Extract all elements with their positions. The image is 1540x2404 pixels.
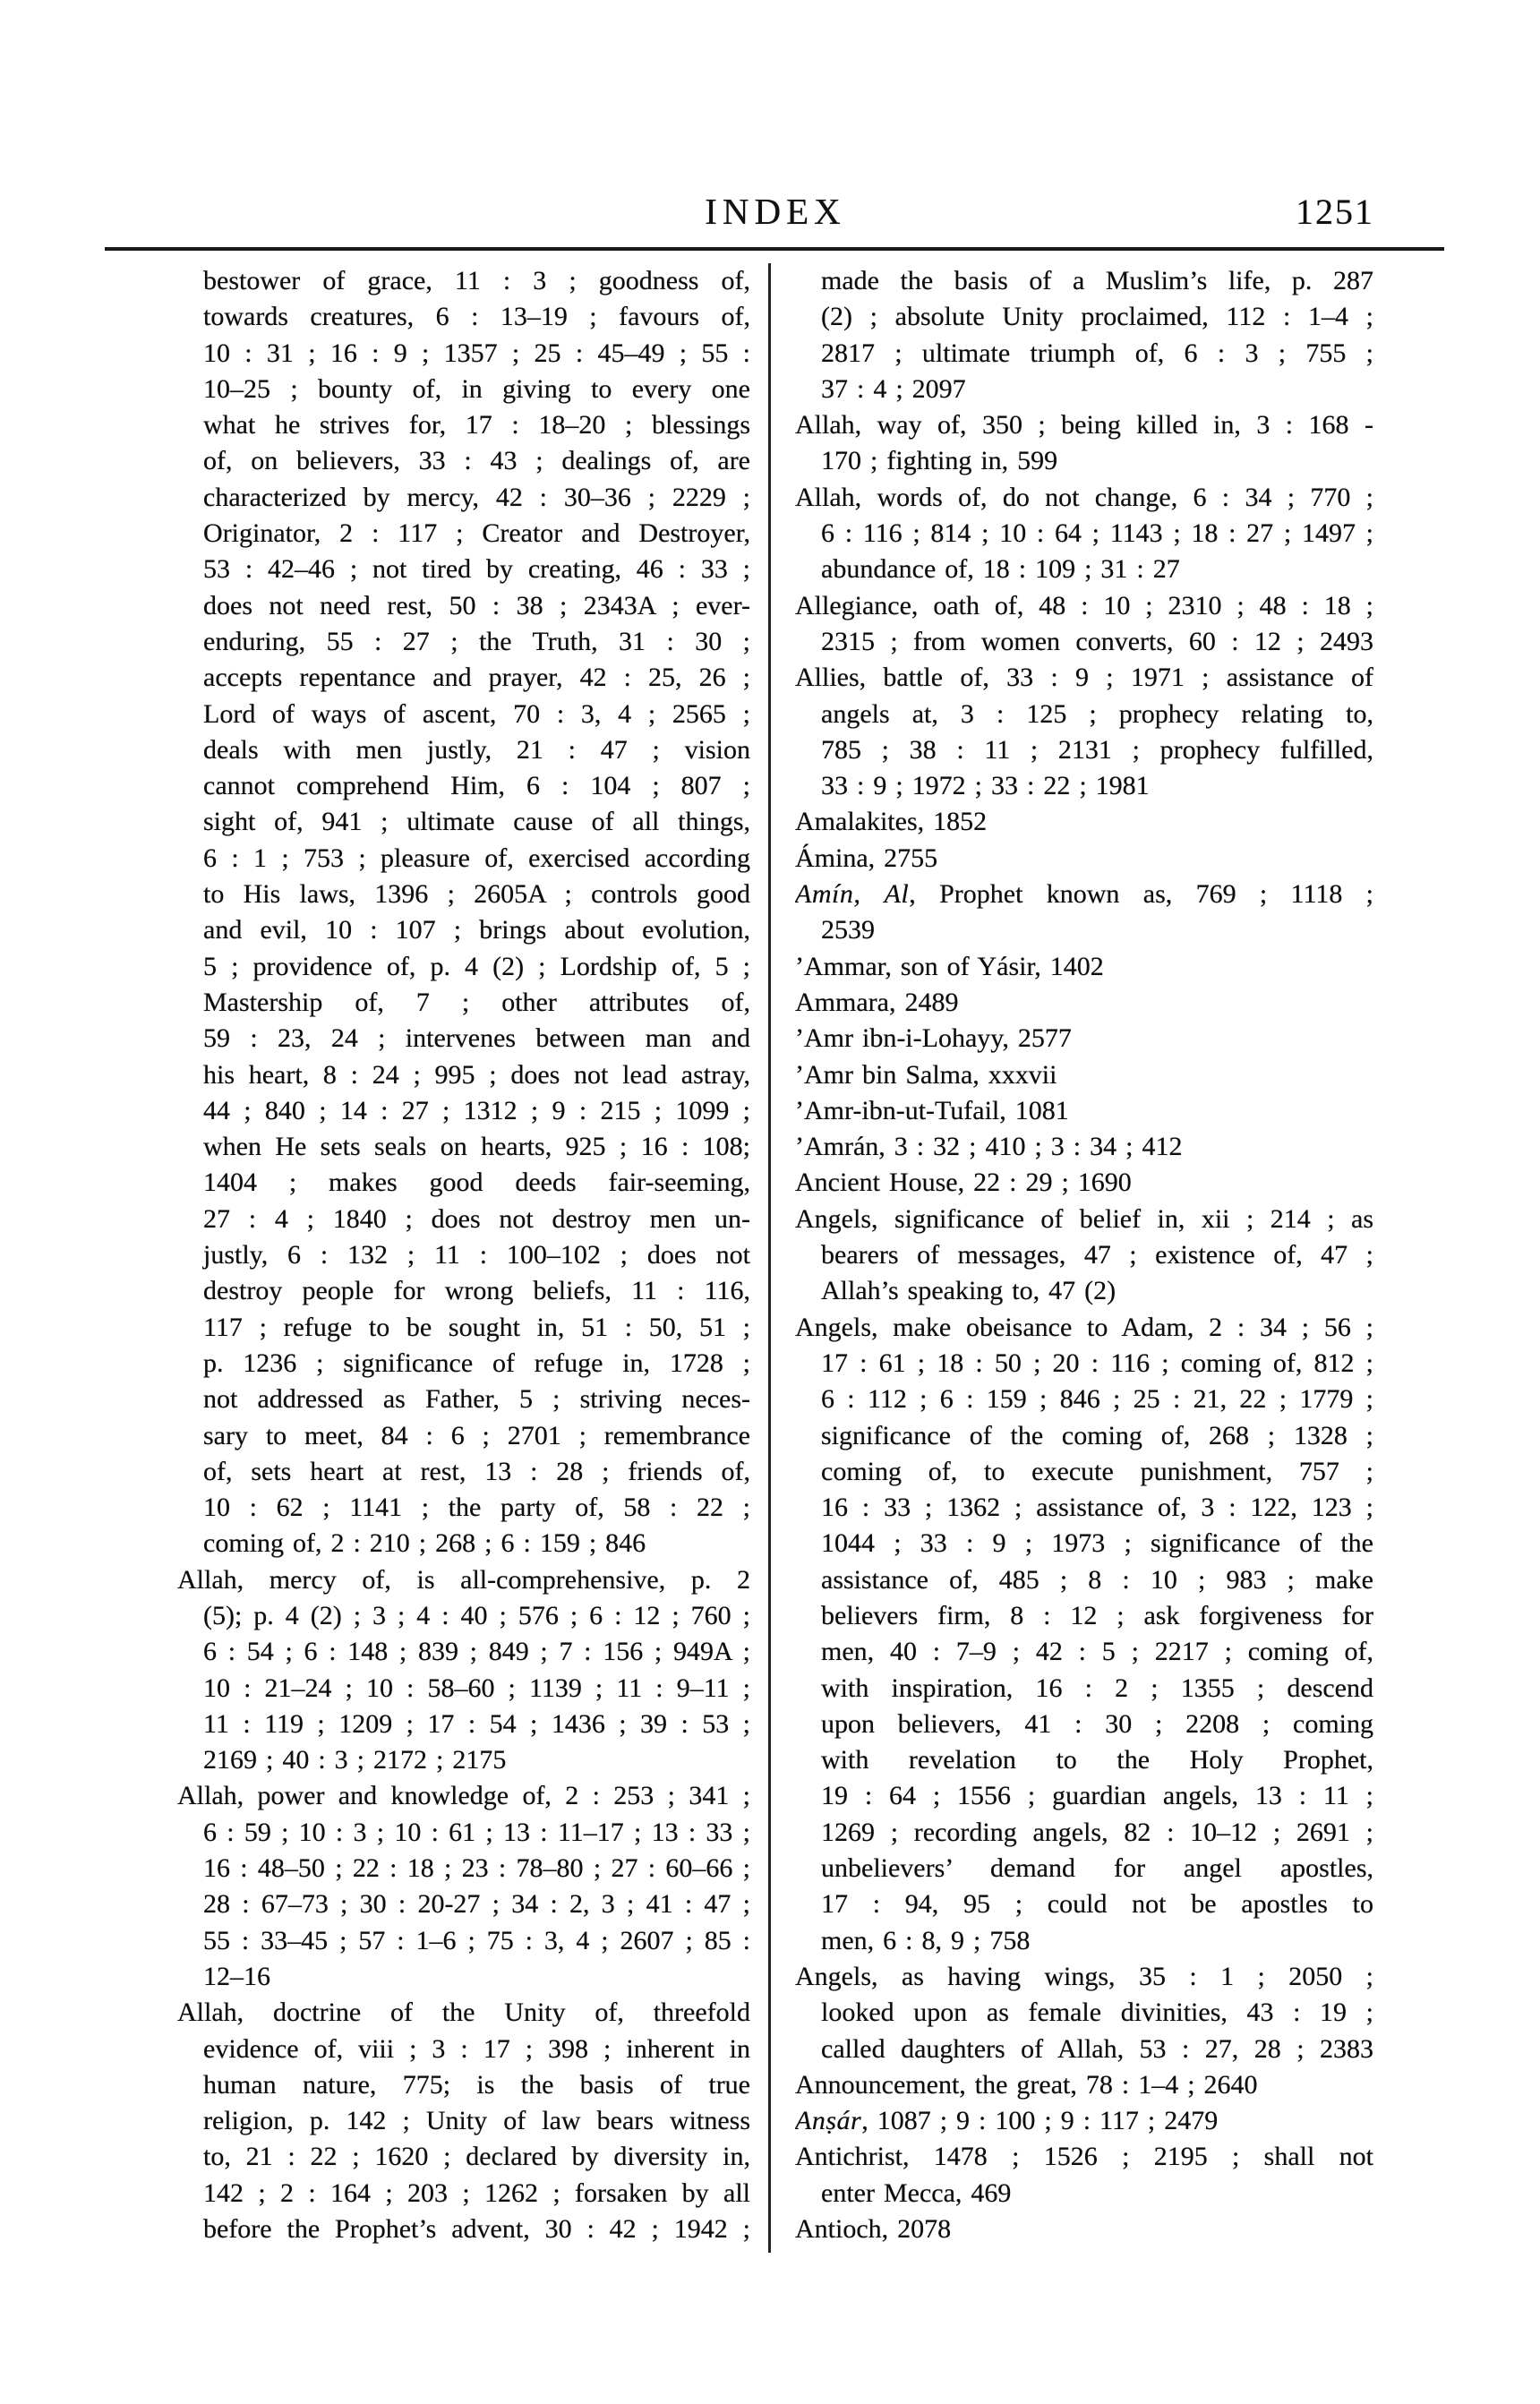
- index-line: 2817 ; ultimate triumph of, 6 : 3 ; 755 ;: [821, 338, 1373, 368]
- index-line: Allies, battle of, 33 : 9 ; 1971 ; assistance of: [795, 663, 1373, 693]
- index-line: and evil, 10 : 107 ; brings about evolution,: [203, 915, 750, 945]
- index-line: bestower of grace, 11 : 3 ; goodness of,: [203, 266, 750, 295]
- index-line: significance of the coming of, 268 ; 1328 ;: [821, 1420, 1373, 1450]
- index-line: Allah’s speaking to, 47 (2): [821, 1276, 1116, 1306]
- index-line: ’Amr-ibn-ut-Tufail, 1081: [795, 1095, 1069, 1125]
- index-line: Angels, make obeisance to Adam, 2 : 34 ; 56 ;: [795, 1312, 1373, 1342]
- index-line: Mastership of, 7 ; other attributes of,: [203, 987, 750, 1017]
- index-line: his heart, 8 : 24 ; 995 ; does not lead astray,: [203, 1059, 750, 1090]
- index-line: 19 : 64 ; 1556 ; guardian angels, 13 : 11 ;: [821, 1781, 1373, 1811]
- index-line: 27 : 4 ; 1840 ; does not destroy men un-: [203, 1203, 750, 1234]
- index-line: characterized by mercy, 42 : 30–36 ; 2229 ;: [203, 482, 750, 512]
- index-line: 6 : 59 ; 10 : 3 ; 10 : 61 ; 13 : 11–17 ; 13 : 33 ;: [203, 1817, 750, 1847]
- index-line: 142 ; 2 : 164 ; 203 ; 1262 ; forsaken by all: [203, 2177, 750, 2208]
- index-line: believers firm, 8 : 12 ; ask forgiveness for: [821, 1600, 1373, 1630]
- index-line: 170 ; fighting in, 599: [821, 446, 1058, 476]
- index-line: religion, p. 142 ; Unity of law bears witness: [203, 2106, 750, 2136]
- index-line: 2539: [821, 915, 875, 945]
- index-line: 10 : 31 ; 16 : 9 ; 1357 ; 25 : 45–49 ; 55 :: [203, 338, 750, 368]
- index-line: 6 : 1 ; 753 ; pleasure of, exercised according: [203, 843, 750, 873]
- index-line: of, sets heart at rest, 13 : 28 ; friends of,: [203, 1456, 750, 1486]
- index-line: 785 ; 38 : 11 ; 2131 ; prophecy fulfilled,: [821, 734, 1373, 765]
- index-line: Originator, 2 : 117 ; Creator and Destroyer,: [203, 518, 750, 549]
- index-line: coming of, 2 : 210 ; 268 ; 6 : 159 ; 846: [203, 1528, 646, 1559]
- index-line: Antichrist, 1478 ; 1526 ; 2195 ; shall not: [795, 2142, 1373, 2172]
- index-line: Allah, words of, do not change, 6 : 34 ; 770 ;: [795, 482, 1373, 512]
- index-line: 59 : 23, 24 ; intervenes between man and: [203, 1023, 750, 1054]
- index-line: p. 1236 ; significance of refuge in, 1728 ;: [203, 1347, 750, 1378]
- index-line: Allah, way of, 350 ; being killed in, 3 : 168 -: [795, 410, 1373, 441]
- index-line: Lord of ways of ascent, 70 : 3, 4 ; 2565 ;: [203, 698, 750, 729]
- index-line: when He sets seals on hearts, 925 ; 16 : 108;: [203, 1132, 750, 1162]
- index-line: unbelievers’ demand for angel apostles,: [821, 1853, 1373, 1884]
- index-line: Antioch, 2078: [795, 2214, 952, 2245]
- index-line: men, 6 : 8, 9 ; 758: [821, 1925, 1031, 1955]
- index-column-left: [177, 263, 750, 2247]
- index-line: 37 : 4 ; 2097: [821, 373, 966, 404]
- index-line: Amín, Al, Prophet known as, 769 ; 1118 ;: [795, 879, 1373, 910]
- index-line: towards creatures, 6 : 13–19 ; favours of,: [203, 302, 750, 332]
- index-line: enter Mecca, 469: [821, 2177, 1012, 2208]
- index-line: cannot comprehend Him, 6 : 104 ; 807 ;: [203, 771, 750, 801]
- index-line: does not need rest, 50 : 38 ; 2343A ; ever-: [203, 590, 750, 620]
- index-line: before the Prophet’s advent, 30 : 42 ; 1942 ;: [203, 2214, 750, 2245]
- header-rule: [105, 247, 1444, 251]
- index-line: 44 ; 840 ; 14 : 27 ; 1312 ; 9 : 215 ; 1099 ;: [203, 1095, 750, 1125]
- index-line: looked upon as female divinities, 43 : 19 ;: [821, 1998, 1373, 2028]
- page-title: INDEX: [705, 191, 846, 232]
- index-line: ’Amr bin Salma, xxxvii: [795, 1059, 1057, 1090]
- index-line: abundance of, 18 : 109 ; 31 : 27: [821, 554, 1180, 585]
- index-line: ’Amr ibn-i-Lohayy, 2577: [795, 1023, 1072, 1054]
- index-line: not addressed as Father, 5 ; striving neces-: [203, 1384, 750, 1415]
- index-line: of, on believers, 33 : 43 ; dealings of, are: [203, 446, 750, 476]
- index-column-right: [795, 263, 1373, 2247]
- index-line: with revelation to the Holy Prophet,: [821, 1745, 1373, 1775]
- index-entry-italic-headword: Amín, Al: [795, 879, 910, 910]
- index-line: 1404 ; makes good deeds fair-seeming,: [203, 1168, 750, 1198]
- index-line: angels at, 3 : 125 ; prophecy relating to,: [821, 698, 1373, 729]
- index-line: 12–16: [203, 1961, 270, 1991]
- index-line: sight of, 941 ; ultimate cause of all things,: [203, 807, 750, 837]
- index-line: bearers of messages, 47 ; existence of, 47 ;: [821, 1240, 1373, 1270]
- index-line: Anṣár, 1087 ; 9 : 100 ; 9 : 117 ; 2479: [795, 2106, 1219, 2136]
- index-line: 6 : 112 ; 6 : 159 ; 846 ; 25 : 21, 22 ; 1779 ;: [821, 1384, 1373, 1415]
- index-line: (2) ; absolute Unity proclaimed, 112 : 1–4 ;: [821, 302, 1373, 332]
- index-line: coming of, to execute punishment, 757 ;: [821, 1456, 1373, 1486]
- index-line: what he strives for, 17 : 18–20 ; blessings: [203, 410, 750, 441]
- index-line: Allah, doctrine of the Unity of, threefold: [177, 1998, 750, 2028]
- column-divider-rule: [768, 263, 771, 2253]
- index-line: 16 : 48–50 ; 22 : 18 ; 23 : 78–80 ; 27 : 60–66 ;: [203, 1853, 750, 1884]
- index-line: sary to meet, 84 : 6 ; 2701 ; remembrance: [203, 1420, 750, 1450]
- index-line: 2315 ; from women converts, 60 : 12 ; 2493: [821, 626, 1373, 656]
- index-line: 53 : 42–46 ; not tired by creating, 46 : 33 ;: [203, 554, 750, 585]
- index-line: 11 : 119 ; 1209 ; 17 : 54 ; 1436 ; 39 : 53 ;: [203, 1708, 750, 1739]
- index-line: Amalakites, 1852: [795, 807, 988, 837]
- index-line: Announcement, the great, 78 : 1–4 ; 2640: [795, 2069, 1258, 2100]
- index-line: 10–25 ; bounty of, in giving to every one: [203, 373, 750, 404]
- index-line: 1269 ; recording angels, 82 : 10–12 ; 2691 ;: [821, 1817, 1373, 1847]
- index-line: Allah, mercy of, is all-comprehensive, p. 2: [177, 1564, 750, 1595]
- index-line: ’Ammar, son of Yásir, 1402: [795, 951, 1104, 981]
- index-line: Allegiance, oath of, 48 : 10 ; 2310 ; 48 : 18 ;: [795, 590, 1373, 620]
- index-line: 10 : 21–24 ; 10 : 58–60 ; 1139 ; 11 : 9–11 ;: [203, 1673, 750, 1703]
- index-line: men, 40 : 7–9 ; 42 : 5 ; 2217 ; coming of,: [821, 1637, 1373, 1667]
- index-line: 2169 ; 40 : 3 ; 2172 ; 2175: [203, 1745, 507, 1775]
- index-line: to, 21 : 22 ; 1620 ; declared by diversity in,: [203, 2142, 750, 2172]
- index-line: 55 : 33–45 ; 57 : 1–6 ; 75 : 3, 4 ; 2607 ; 85 :: [203, 1925, 750, 1955]
- index-line: Angels, as having wings, 35 : 1 ; 2050 ;: [795, 1961, 1373, 1991]
- index-line: upon believers, 41 : 30 ; 2208 ; coming: [821, 1708, 1373, 1739]
- index-line: 1044 ; 33 : 9 ; 1973 ; significance of the: [821, 1528, 1373, 1559]
- index-line: 6 : 116 ; 814 ; 10 : 64 ; 1143 ; 18 : 27 ; 1497 ;: [821, 518, 1373, 549]
- index-line: 6 : 54 ; 6 : 148 ; 839 ; 849 ; 7 : 156 ; 949A ;: [203, 1637, 750, 1667]
- index-line: Ámina, 2755: [795, 843, 938, 873]
- index-line: ’Amrán, 3 : 32 ; 410 ; 3 : 34 ; 412: [795, 1132, 1183, 1162]
- index-line: Ancient House, 22 : 29 ; 1690: [795, 1168, 1132, 1198]
- index-entry-italic-headword: Anṣár: [795, 2106, 862, 2136]
- index-line: destroy people for wrong beliefs, 11 : 116,: [203, 1276, 750, 1306]
- index-line: deals with men justly, 21 : 47 ; vision: [203, 734, 750, 765]
- index-line: Angels, significance of belief in, xii ; 214 ; as: [795, 1203, 1373, 1234]
- index-line: 5 ; providence of, p. 4 (2) ; Lordship of, 5 ;: [203, 951, 750, 981]
- index-line: to His laws, 1396 ; 2605A ; controls good: [203, 879, 750, 910]
- index-line: 17 : 61 ; 18 : 50 ; 20 : 116 ; coming of, 812 ;: [821, 1347, 1373, 1378]
- index-line: 17 : 94, 95 ; could not be apostles to: [821, 1889, 1373, 1920]
- index-line: with inspiration, 16 : 2 ; 1355 ; descend: [821, 1673, 1373, 1703]
- index-line: evidence of, viii ; 3 : 17 ; 398 ; inherent in: [203, 2033, 750, 2064]
- index-line: human nature, 775; is the basis of true: [203, 2069, 750, 2100]
- index-line: called daughters of Allah, 53 : 27, 28 ; 2383: [821, 2033, 1373, 2064]
- page-number: 1251: [1296, 192, 1374, 232]
- index-line: Ammara, 2489: [795, 987, 959, 1017]
- index-line: assistance of, 485 ; 8 : 10 ; 983 ; make: [821, 1564, 1373, 1595]
- index-line: made the basis of a Muslim’s life, p. 287: [821, 266, 1373, 295]
- index-line: 117 ; refuge to be sought in, 51 : 50, 51 ;: [203, 1312, 750, 1342]
- index-line: enduring, 55 : 27 ; the Truth, 31 : 30 ;: [203, 626, 750, 656]
- index-line: Allah, power and knowledge of, 2 : 253 ; 341 ;: [177, 1781, 750, 1811]
- index-line: 16 : 33 ; 1362 ; assistance of, 3 : 122, 123 ;: [821, 1493, 1373, 1523]
- index-line: justly, 6 : 132 ; 11 : 100–102 ; does not: [203, 1240, 750, 1270]
- index-line: accepts repentance and prayer, 42 : 25, 26 ;: [203, 663, 750, 693]
- index-line: 10 : 62 ; 1141 ; the party of, 58 : 22 ;: [203, 1493, 750, 1523]
- index-line: 33 : 9 ; 1972 ; 33 : 22 ; 1981: [821, 771, 1150, 801]
- index-line: (5); p. 4 (2) ; 3 ; 4 : 40 ; 576 ; 6 : 12 ; 760 ;: [203, 1600, 750, 1630]
- index-line: 28 : 67–73 ; 30 : 20-27 ; 34 : 2, 3 ; 41 : 47 ;: [203, 1889, 750, 1920]
